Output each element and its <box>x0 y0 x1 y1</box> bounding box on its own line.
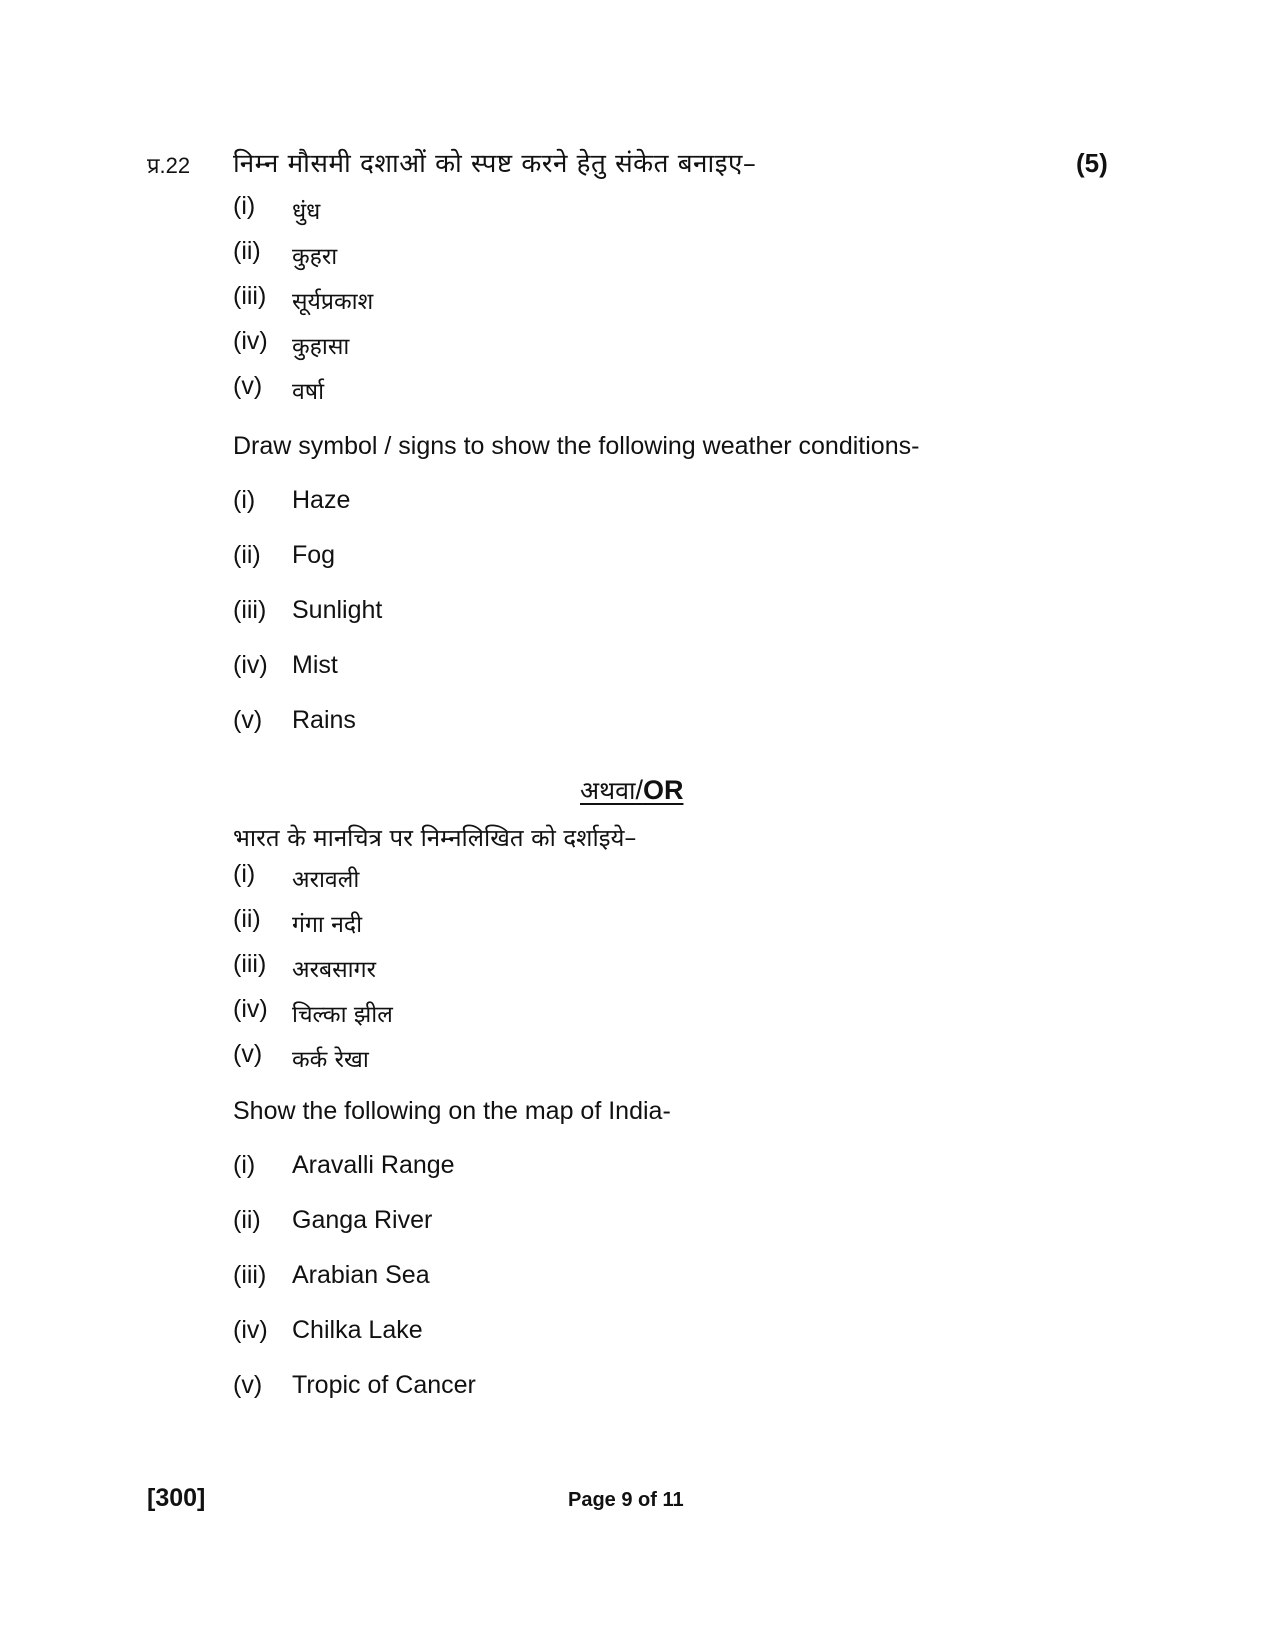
item-number: (iii) <box>233 596 267 624</box>
page-number: Page 9 of 11 <box>568 1489 684 1511</box>
item-text: Rains <box>292 706 356 734</box>
item-text: Haze <box>292 486 351 514</box>
item-text: अरबसागर <box>292 957 376 983</box>
question-number: प्र.22 <box>147 153 191 178</box>
alternative-text-english: Show the following on the map of India- <box>233 1097 671 1125</box>
or-heading-hindi: अथवा <box>580 776 636 805</box>
item-text: Ganga River <box>292 1206 433 1234</box>
item-number: (i) <box>233 192 256 220</box>
item-number: (iv) <box>233 1316 268 1344</box>
item-number: (i) <box>233 1151 256 1179</box>
alternative-text-hindi: भारत के मानचित्र पर निम्नलिखित को दर्शाइये– <box>233 824 637 852</box>
item-number: (iv) <box>233 651 268 679</box>
item-number: (v) <box>233 1040 263 1068</box>
item-number: (ii) <box>233 905 261 933</box>
item-text: अरावली <box>292 867 360 893</box>
item-number: (ii) <box>233 1206 261 1234</box>
item-text: Arabian Sea <box>292 1261 430 1289</box>
or-heading-separator: / <box>635 775 643 805</box>
item-number: (ii) <box>233 237 261 265</box>
question-text-hindi: निम्न मौसमी दशाओं को स्पष्ट करने हेतु संकेत बनाइए– <box>233 149 757 179</box>
item-text: कुहरा <box>292 244 338 270</box>
item-number: (i) <box>233 860 256 888</box>
item-number: (v) <box>233 372 263 400</box>
paper-code: [300] <box>147 1484 206 1512</box>
item-text: चिल्का झील <box>292 1002 393 1028</box>
item-text: Aravalli Range <box>292 1151 455 1179</box>
item-text: Mist <box>292 651 338 679</box>
item-text: गंगा नदी <box>292 912 363 938</box>
item-text: Sunlight <box>292 596 383 624</box>
item-text: Fog <box>292 541 336 569</box>
item-number: (iv) <box>233 327 268 355</box>
item-text: Chilka Lake <box>292 1316 423 1344</box>
item-number: (v) <box>233 1371 263 1399</box>
item-text: वर्षा <box>292 379 325 405</box>
item-text: कुहासा <box>292 334 350 360</box>
item-number: (iv) <box>233 995 268 1023</box>
item-text: सूर्यप्रकाश <box>292 289 374 315</box>
item-number: (ii) <box>233 541 261 569</box>
item-number: (iii) <box>233 1261 267 1289</box>
item-number: (i) <box>233 486 256 514</box>
or-heading <box>580 773 683 807</box>
item-number: (v) <box>233 706 263 734</box>
question-marks: (5) <box>1076 148 1108 178</box>
item-text: कर्क रेखा <box>292 1047 369 1073</box>
question-text-english: Draw symbol / signs to show the following weather conditions- <box>233 432 920 460</box>
or-heading-english: OR <box>642 775 684 805</box>
item-number: (iii) <box>233 282 267 310</box>
item-number: (iii) <box>233 950 267 978</box>
item-text: धुंध <box>292 199 321 225</box>
item-text: Tropic of Cancer <box>292 1371 476 1399</box>
